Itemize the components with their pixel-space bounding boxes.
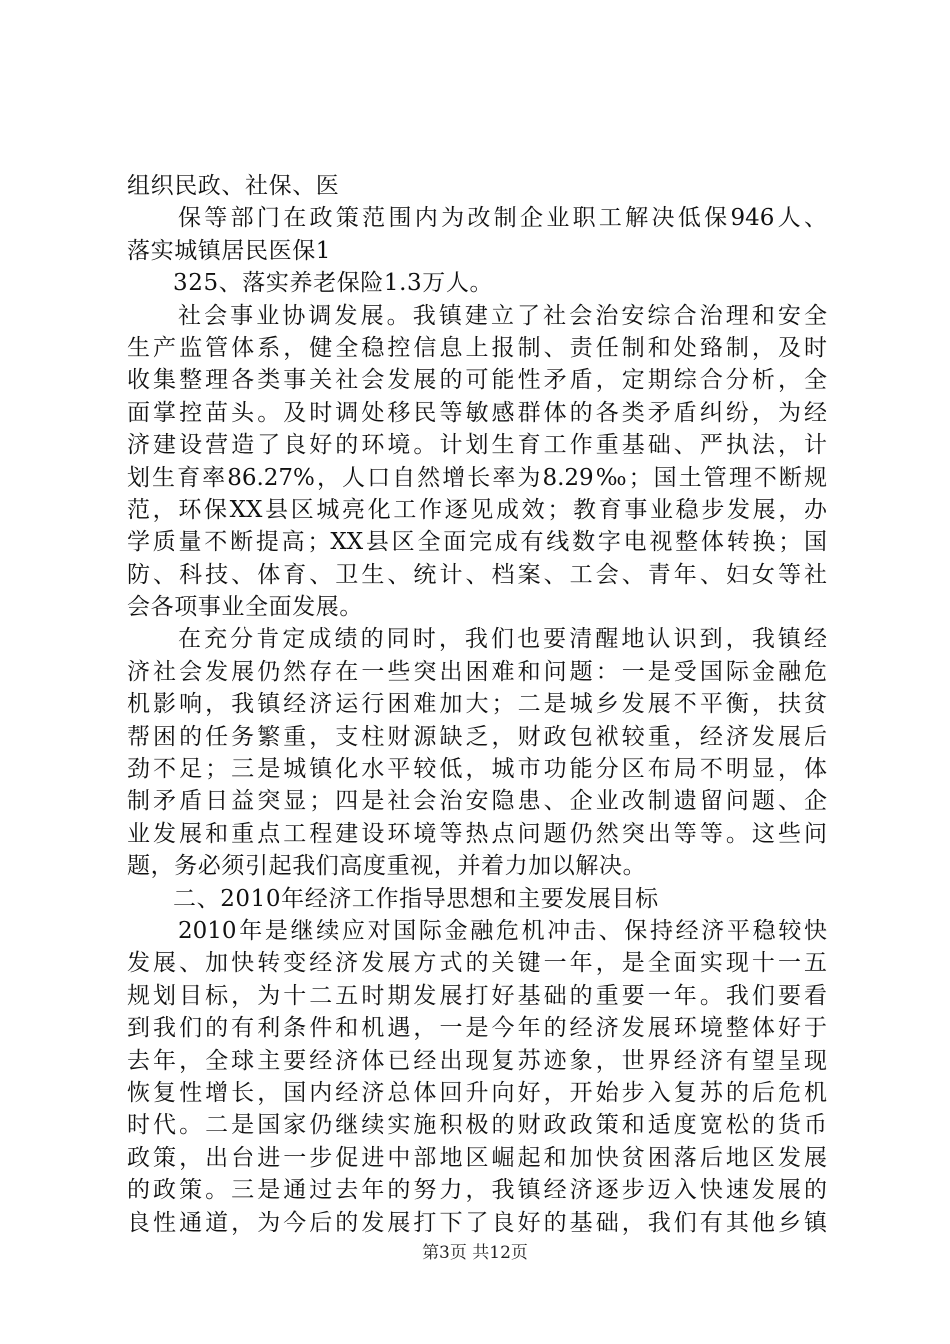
text-line: 题，务必须引起我们高度重视，并着力加以解决。 (127, 853, 647, 880)
text-line: 学质量不断提高；XX县区全面完成有线数字电视整体转换；国 (127, 529, 827, 556)
text-line: 去年，全球主要经济体已经出现复苏迹象，世界经济有望呈现 (127, 1047, 827, 1074)
text-line: 规划目标，为十二五时期发展打好基础的重要一年。我们要看 (127, 982, 827, 1009)
text-line: 的政策。三是通过去年的努力，我镇经济逐步迈入快速发展的 (127, 1177, 827, 1204)
text-line: 机影响，我镇经济运行困难加大；二是城乡发展不平衡，扶贫 (127, 691, 827, 718)
text-line: 组织民政、社保、医 (127, 173, 340, 199)
text-line: 325、落实养老保险1.3万人。 (173, 270, 494, 297)
text-line: 制矛盾日益突显；四是社会治安隐患、企业改制遗留问题、企 (127, 788, 827, 815)
text-line: 发展、加快转变经济发展方式的关键一年，是全面实现十一五 (127, 950, 827, 977)
text-line: 2010年是继续应对国际金融危机冲击、保持经济平稳较快 (178, 917, 827, 944)
text-line: 落实城镇居民医保1 (127, 237, 332, 264)
text-line: 济建设营造了良好的环境。计划生育工作重基础、严执法，计 (127, 432, 827, 459)
document-body (127, 170, 827, 1239)
text-line: 时代。二是国家仍继续实施积极的财政政策和适度宽松的货币 (127, 1112, 827, 1139)
text-line: 生产监管体系，健全稳控信息上报制、责任制和处臵制，及时 (127, 334, 827, 361)
text-line: 到我们的有利条件和机遇，一是今年的经济发展环境整体好于 (127, 1015, 827, 1042)
text-line: 二、2010年经济工作指导思想和主要发展目标 (173, 885, 659, 912)
text-line: 保等部门在政策范围内为改制企业职工解决低保946人、 (178, 205, 827, 232)
text-line: 在充分肯定成绩的同时，我们也要清醒地认识到，我镇经 (178, 626, 827, 653)
text-line: 面掌控苗头。及时调处移民等敏感群体的各类矛盾纠纷，为经 (127, 399, 827, 426)
page-footer: 第3页 共12页 (422, 1243, 528, 1263)
text-line: 政策，出台进一步促进中部地区崛起和加快贫困落后地区发展 (127, 1144, 827, 1171)
text-line: 帮困的任务繁重，支柱财源缺乏，财政包袱较重，经济发展后 (127, 723, 827, 750)
text-line: 会各项事业全面发展。 (127, 594, 363, 621)
text-line: 收集整理各类事关社会发展的可能性矛盾，定期综合分析，全 (127, 367, 827, 394)
text-line: 劲不足；三是城镇化水平较低，城市功能分区布局不明显，体 (127, 756, 827, 783)
text-line: 范，环保XX县区城亮化工作逐见成效；教育事业稳步发展，办 (127, 496, 827, 523)
text-line: 济社会发展仍然存在一些突出困难和问题：一是受国际金融危 (127, 658, 827, 685)
text-line: 划生育率86.27%，人口自然增长率为8.29‰；国土管理不断规 (127, 464, 827, 491)
text-line: 恢复性增长，国内经济总体回升向好，开始步入复苏的后危机 (127, 1079, 827, 1106)
text-line: 业发展和重点工程建设环境等热点问题仍然突出等等。这些问 (127, 820, 827, 847)
text-line: 社会事业协调发展。我镇建立了社会治安综合治理和安全 (178, 302, 827, 329)
text-line: 防、科技、体育、卫生、统计、档案、工会、青年、妇女等社 (127, 561, 827, 588)
text-line: 良性通道，为今后的发展打下了良好的基础，我们有其他乡镇 (127, 1209, 827, 1236)
